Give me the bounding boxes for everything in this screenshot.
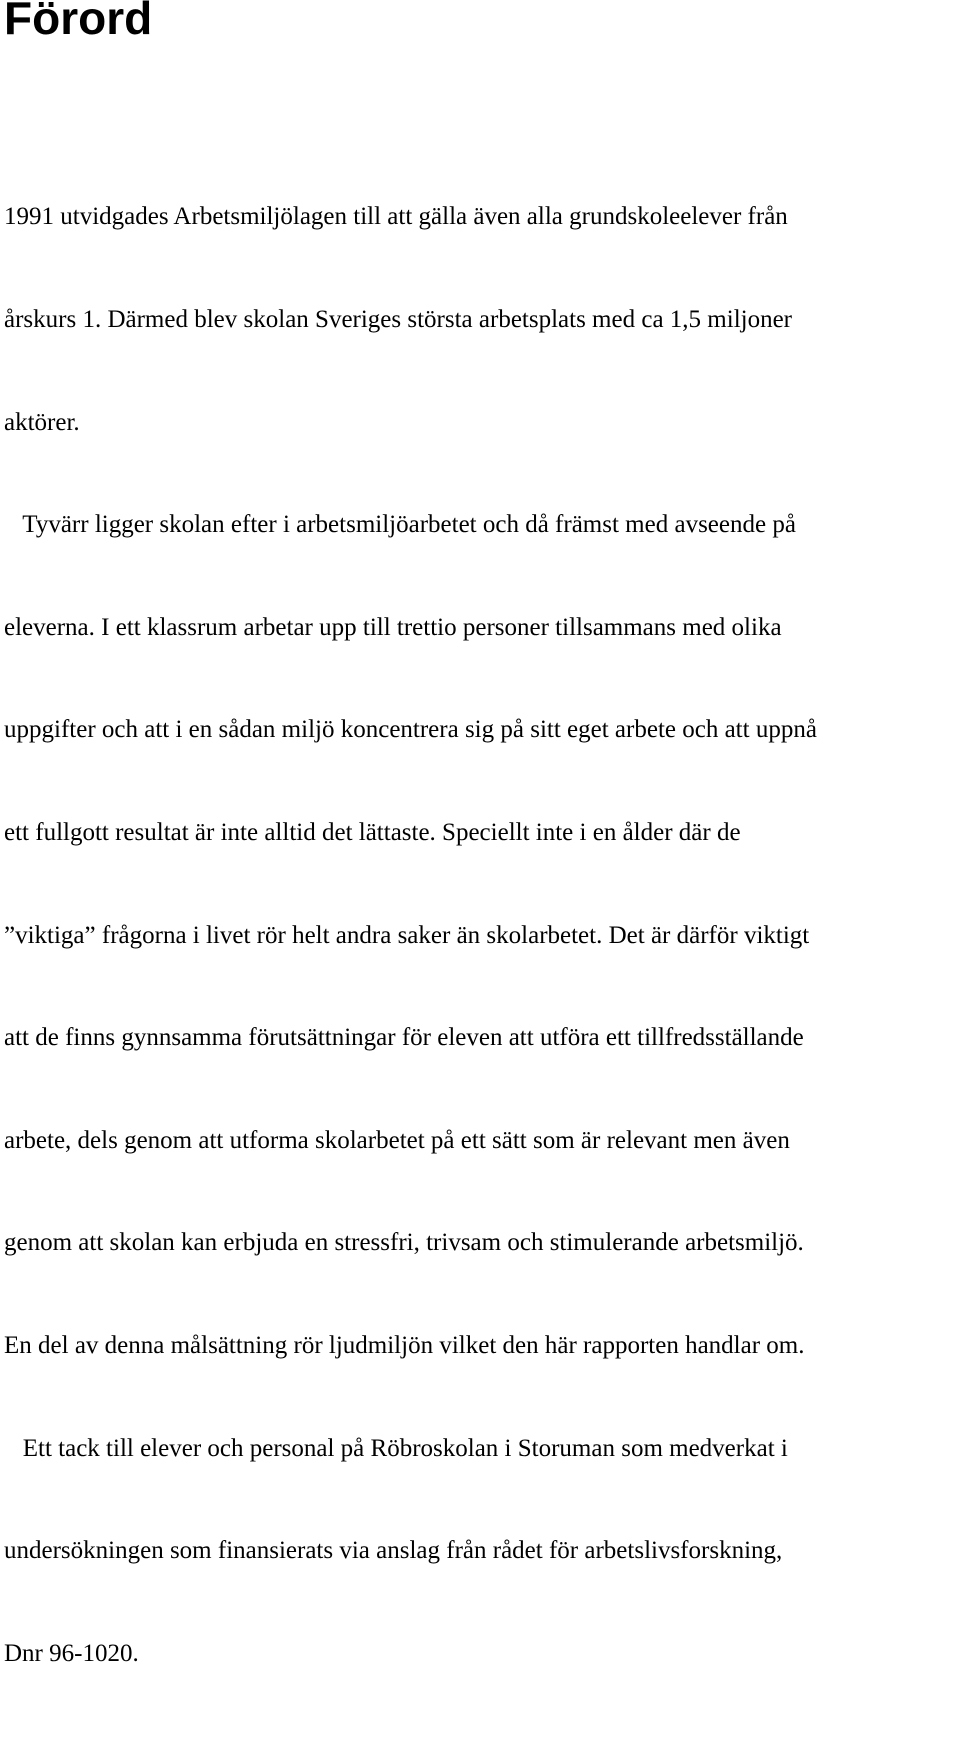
text-line: att de finns gynnsamma förutsättningar för eleven att utföra ett tillfredsställande: [4, 1024, 804, 1052]
text-line: genom att skolan kan erbjuda en stressfri, trivsam och stimulerande arbetsmiljö.: [4, 1229, 804, 1257]
text-line: uppgifter och att i en sådan miljö koncentrera sig på sitt eget arbete och att uppnå: [4, 716, 817, 744]
text-line: undersökningen som finansierats via anslag från rådet för arbetslivsforskning,: [4, 1537, 783, 1565]
foreword-text: [4, 132, 956, 1739]
text-line: En del av denna målsättning rör ljudmiljön vilket den här rapporten handlar om.: [4, 1331, 805, 1359]
page-title: Förord: [4, 0, 153, 44]
text-line: eleverna. I ett klassrum arbetar upp till trettio personer tillsammans med olika: [4, 613, 782, 641]
text-line: aktörer.: [4, 408, 80, 436]
text-line: ”viktiga” frågorna i livet rör helt andra saker än skolarbetet. Det är därför viktigt: [4, 921, 810, 949]
text-line: årskurs 1. Därmed blev skolan Sveriges största arbetsplats med ca 1,5 miljoner: [4, 306, 793, 333]
text-line: 1991 utvidgades Arbetsmiljölagen till att gälla även alla grundskoleelever från: [4, 203, 788, 231]
text-line: ett fullgott resultat är inte alltid det lättaste. Speciellt inte i en ålder där de: [4, 818, 741, 846]
text-line: arbete, dels genom att utforma skolarbetet på ett sätt som är relevant men även: [4, 1126, 790, 1154]
text-line: Dnr 96-1020.: [4, 1639, 139, 1667]
text-line: Tyvärr ligger skolan efter i arbetsmiljöarbetet och då främst med avseende på: [4, 511, 796, 539]
text-line: Ett tack till elever och personal på Röbroskolan i Storuman som medverkat i: [4, 1434, 788, 1462]
